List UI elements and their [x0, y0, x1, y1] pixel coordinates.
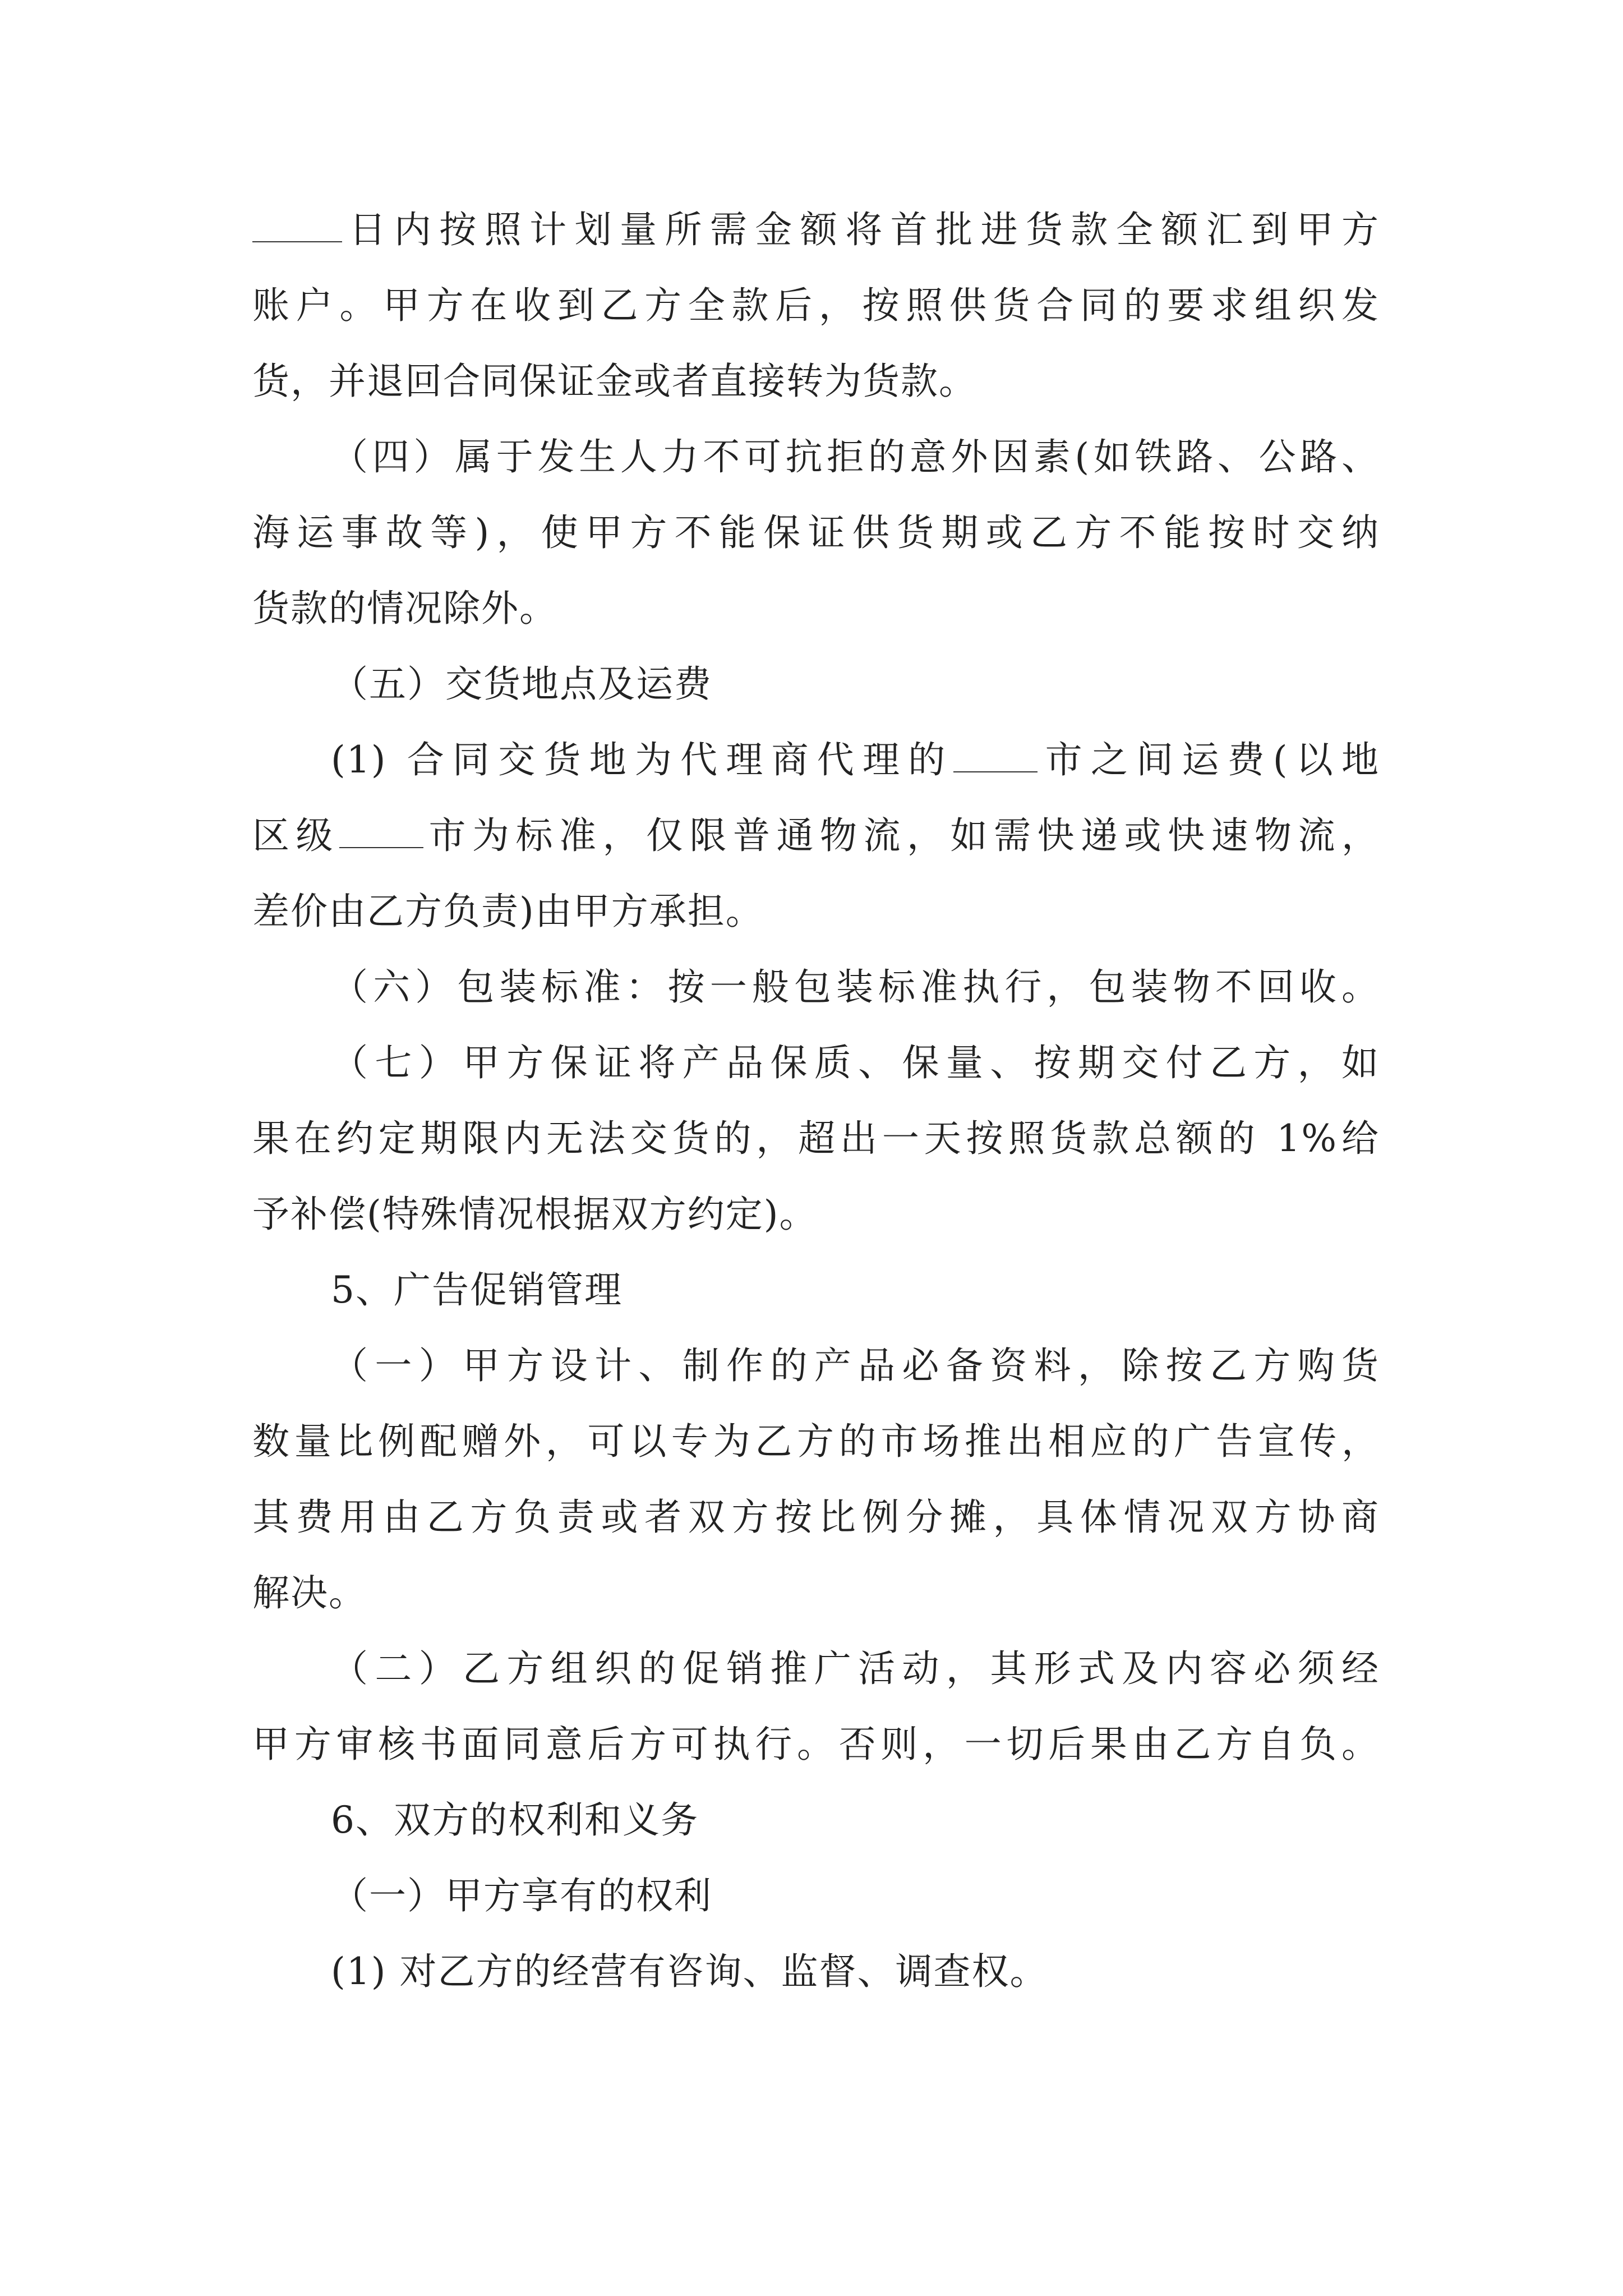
- paragraph-line: （七）甲方保证将产品保质、保量、按期交付乙方，如: [331, 1041, 1380, 1084]
- paragraph-line: （二）乙方组织的促销推广活动，其形式及内容必须经: [331, 1647, 1380, 1690]
- subsection-heading: （一）甲方享有的权利: [331, 1874, 712, 1917]
- paragraph-line: (1) 合同交货地为代理商代理的 市之间运费(以地: [331, 729, 1380, 791]
- paragraph-line: 货款的情况除外。: [252, 587, 557, 630]
- paragraph-line: 果在约定期限内无法交货的，超出一天按照货款总额的 1%给: [252, 1117, 1380, 1160]
- paragraph-line: 甲方审核书面同意后方可执行。否则，一切后果由乙方自负。: [252, 1723, 1380, 1766]
- section-heading: 5、广告促销管理: [331, 1268, 623, 1312]
- paragraph-line: 解决。: [252, 1571, 367, 1614]
- paragraph-line: 差价由乙方负责)由甲方承担。: [252, 890, 764, 933]
- paragraph-line: 账户。甲方在收到乙方全款后，按照供货合同的要求组织发: [252, 284, 1380, 327]
- paragraph-line: （六）包装标准：按一般包装标准执行，包装物不回收。: [331, 965, 1380, 1009]
- paragraph-line: （一）甲方设计、制作的产品必备资料，除按乙方购货: [331, 1344, 1380, 1387]
- paragraph-line: 区级 市为标准，仅限普通物流，如需快递或快速物流，: [252, 805, 1380, 867]
- fill-in-blank: [252, 206, 342, 242]
- fill-in-blank: [953, 736, 1038, 772]
- section-heading: 6、双方的权利和义务: [331, 1798, 699, 1842]
- paragraph-line: 其费用由乙方负责或者双方按比例分摊，具体情况双方协商: [252, 1496, 1380, 1539]
- paragraph-line: 货，并退回合同保证金或者直接转为货款。: [252, 360, 977, 403]
- paragraph-line: 数量比例配赠外，可以专为乙方的市场推出相应的广告宣传，: [252, 1420, 1380, 1463]
- section-heading: （五）交货地点及运费: [331, 662, 712, 706]
- paragraph-line: (1) 对乙方的经营有咨询、监督、调查权。: [331, 1950, 1048, 1993]
- paragraph-line: （四）属于发生人力不可抗拒的意外因素(如铁路、公路、: [331, 435, 1380, 478]
- paragraph-line: 海运事故等)，使甲方不能保证供货期或乙方不能按时交纳: [252, 511, 1380, 554]
- paragraph-line: 日内按照计划量所需金额将首批进货款全额汇到甲方: [252, 199, 1380, 261]
- paragraph-line: 予补偿(特殊情况根据双方约定)。: [252, 1193, 818, 1236]
- fill-in-blank: [339, 812, 423, 848]
